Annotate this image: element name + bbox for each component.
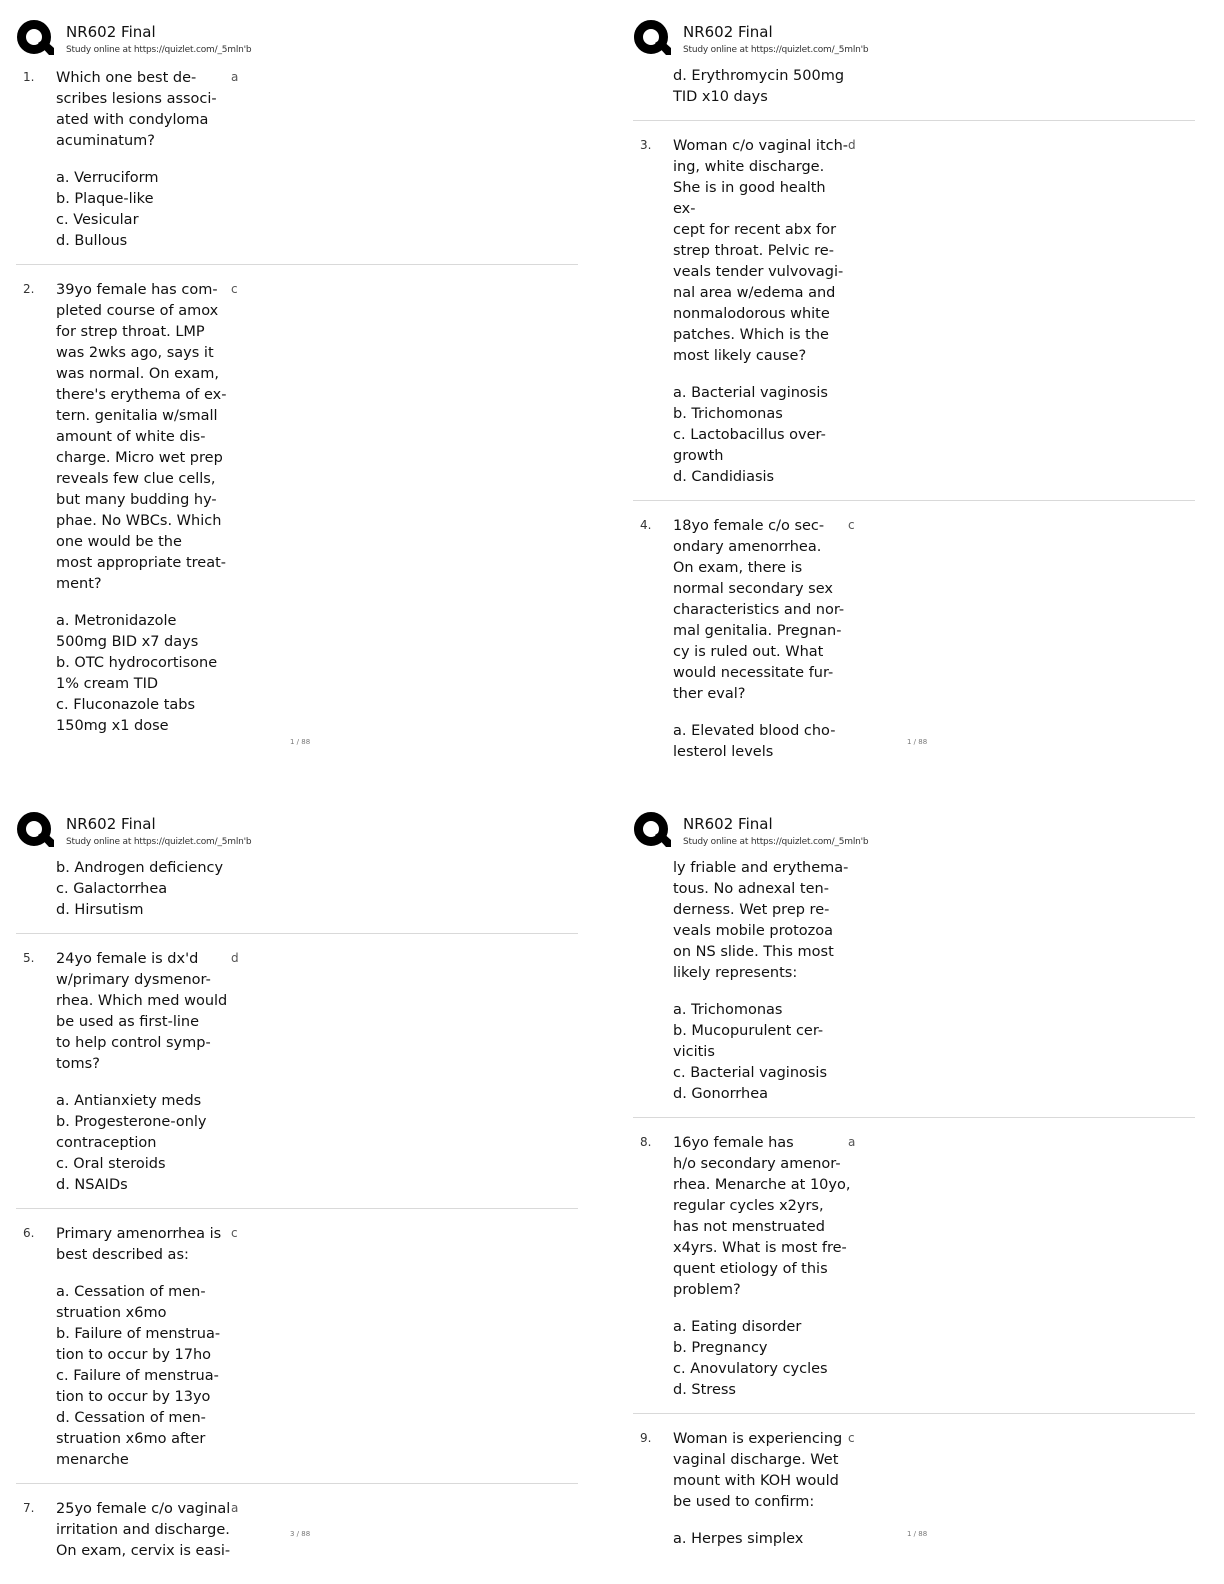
- question-number: 8.: [640, 1135, 652, 1149]
- question-text: 39yo female has com- pleted course of amox for strep throat. LMP was 2wks ago, says it was normal. On exam, there's erythema of ex- tern. genitalia w/small amount of white dis- charge. Micro wet prep reveals few clue cells, but many budding hy- phae. No WBCs. Which one would be the most appropriate treat- ment?: [56, 282, 227, 592]
- answer-options: d. Erythromycin 500mg TID x10 days: [673, 68, 845, 105]
- flashcard-continued: [633, 858, 1195, 1118]
- flashcard: [633, 514, 1195, 775]
- answer-letter: c: [848, 1431, 855, 1445]
- answer-letter: c: [231, 1226, 238, 1240]
- question-number: 6.: [23, 1226, 35, 1240]
- document-page-3: [0, 792, 600, 1582]
- question-text: Which one best de- scribes lesions associ- ated with condyloma acuminatum?: [56, 70, 217, 149]
- quizlet-logo-icon: [16, 20, 54, 56]
- question-text: 18yo female c/o sec- ondary amenorrhea. On exam, there is normal secondary sex characteristics and nor- mal genitalia. Pregnan- cy is ruled out. What would necessitate fur- ther eval?: [673, 518, 845, 702]
- answer-letter: d: [848, 138, 856, 152]
- document-subtitle: Study online at https://quizlet.com/_5mln'b: [66, 45, 252, 55]
- answer-options: b. Androgen deficiency c. Galactorrhea d. Hirsutism: [56, 860, 224, 918]
- document-page-2: [617, 0, 1217, 790]
- answer-letter: a: [231, 70, 239, 84]
- quizlet-logo-icon: [633, 812, 671, 848]
- document-title: NR602 Final: [66, 815, 156, 833]
- flashcard-list: [16, 66, 578, 762]
- answer-options: a. Antianxiety meds b. Progesterone-only contraception c. Oral steroids d. NSAIDs: [56, 1093, 207, 1193]
- page-number: 1 / 88: [907, 1530, 928, 1538]
- answer-options: a. Herpes simplex: [673, 1531, 804, 1547]
- answer-letter: d: [231, 951, 239, 965]
- document-title: NR602 Final: [683, 23, 773, 41]
- document-title: NR602 Final: [683, 815, 773, 833]
- document-subtitle: Study online at https://quizlet.com/_5mln'b: [683, 45, 869, 55]
- quizlet-logo-icon: [633, 20, 671, 56]
- flashcard: [16, 947, 578, 1209]
- answer-options: a. Elevated blood cho- lesterol levels: [673, 723, 836, 760]
- document-page-1: [0, 0, 600, 790]
- flashcard: [16, 278, 578, 749]
- flashcard-continued: [16, 858, 578, 934]
- question-text: Woman is experiencing vaginal discharge. Wet mount with KOH would be used to confirm:: [673, 1431, 843, 1510]
- flashcard: [16, 1222, 578, 1484]
- document-page-4: [617, 792, 1217, 1582]
- flashcard-continued: [633, 66, 1195, 121]
- answer-letter: c: [231, 282, 238, 296]
- question-number: 9.: [640, 1431, 652, 1445]
- flashcard: [633, 1427, 1195, 1562]
- question-text: 16yo female has h/o secondary amenor- rhea. Menarche at 10yo, regular cycles x2yrs, has not menstruated x4yrs. What is most fre- quent etiology of this problem?: [673, 1135, 851, 1298]
- flashcard: [633, 1131, 1195, 1414]
- answer-options: a. Trichomonas b. Mucopurulent cer- vicitis c. Bacterial vaginosis d. Gonorrhea: [673, 1002, 828, 1102]
- flashcard-list: [16, 858, 578, 1582]
- answer-options: a. Bacterial vaginosis b. Trichomonas c. Lactobacillus over- growth d. Candidiasis: [673, 385, 828, 485]
- question-number: 1.: [23, 70, 35, 84]
- answer-options: a. Verruciform b. Plaque-like c. Vesicular d. Bullous: [56, 170, 159, 249]
- answer-letter: c: [848, 518, 855, 532]
- answer-letter: a: [231, 1501, 239, 1515]
- document-subtitle: Study online at https://quizlet.com/_5mln'b: [66, 837, 252, 847]
- answer-options: a. Metronidazole 500mg BID x7 days b. OTC hydrocortisone 1% cream TID c. Fluconazole tabs 150mg x1 dose: [56, 613, 218, 734]
- page-number: 1 / 88: [907, 738, 928, 746]
- question-text: 24yo female is dx'd w/primary dysmenor- rhea. Which med would be used as first-line to help control symp- toms?: [56, 951, 228, 1072]
- page-number: 1 / 88: [290, 738, 311, 746]
- quizlet-logo-icon: [16, 812, 54, 848]
- page-number: 3 / 88: [290, 1530, 311, 1538]
- question-number: 3.: [640, 138, 652, 152]
- document-subtitle: Study online at https://quizlet.com/_5mln'b: [683, 837, 869, 847]
- document-title: NR602 Final: [66, 23, 156, 41]
- question-number: 4.: [640, 518, 652, 532]
- question-text: ly friable and erythema- tous. No adnexal ten- derness. Wet prep re- veals mobile protozoa on NS slide. This most likely represents:: [673, 860, 849, 981]
- question-text: 25yo female c/o vaginal irritation and discharge. On exam, cervix is easi-: [56, 1501, 231, 1559]
- question-number: 5.: [23, 951, 35, 965]
- answer-options: a. Eating disorder b. Pregnancy c. Anovulatory cycles d. Stress: [673, 1319, 828, 1398]
- question-text: Woman c/o vaginal itch- ing, white discharge. She is in good health ex- cept for recent abx for strep throat. Pelvic re- veals tender vulvovagi- nal area w/edema and nonmalodorous white patches. Which is the most likely cause?: [673, 138, 849, 364]
- flashcard-list: [633, 858, 1195, 1575]
- question-number: 2.: [23, 282, 35, 296]
- question-text: Primary amenorrhea is best described as:: [56, 1226, 222, 1263]
- answer-letter: a: [848, 1135, 856, 1149]
- flashcard-list: [633, 66, 1195, 788]
- answer-options: a. Cessation of men- struation x6mo b. Failure of menstrua- tion to occur by 17ho c. Failure of menstrua- tion to occur by 13yo d. Cessation of men- struation x6mo after menarche: [56, 1284, 221, 1468]
- flashcard: [633, 134, 1195, 501]
- question-number: 7.: [23, 1501, 35, 1515]
- flashcard: [16, 66, 578, 265]
